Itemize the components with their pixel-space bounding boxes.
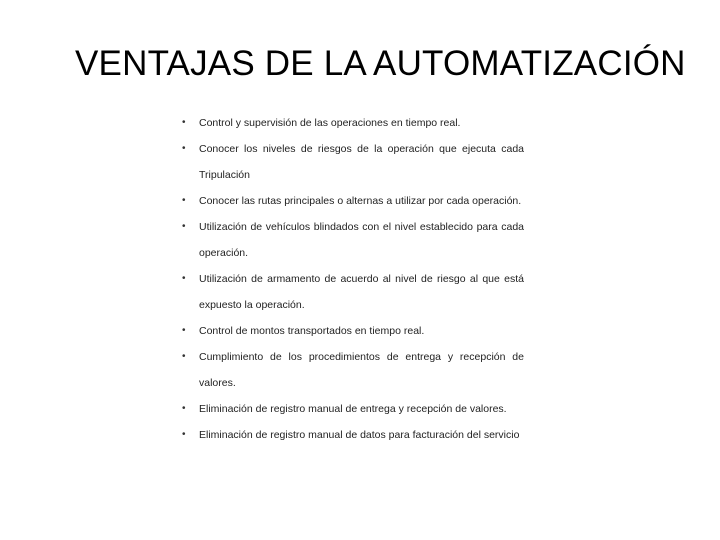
list-item	[182, 422, 524, 448]
list-item-text: Control y supervisión de las operaciones en tiempo real.	[199, 117, 461, 129]
bullet-icon: •	[182, 273, 186, 284]
list-item	[182, 344, 524, 396]
list-item	[182, 266, 524, 318]
list-item-text: Eliminación de registro manual de datos para facturación del servicio	[199, 429, 520, 441]
bullet-icon: •	[182, 143, 186, 154]
list-item	[182, 318, 524, 344]
list-item-text: Utilización de armamento de acuerdo al nivel de riesgo al que está expuesto la operación.	[199, 273, 524, 311]
bullet-icon: •	[182, 221, 186, 232]
list-item	[182, 396, 524, 422]
list-item-text: Conocer las rutas principales o alternas a utilizar por cada operación.	[199, 195, 522, 207]
advantages-list	[182, 110, 524, 448]
bullet-icon: •	[182, 351, 186, 362]
bullet-icon: •	[182, 117, 186, 128]
bullet-icon: •	[182, 195, 186, 206]
bullet-icon: •	[182, 403, 186, 414]
list-item-text: Conocer los niveles de riesgos de la operación que ejecuta cada Tripulación	[199, 143, 524, 181]
list-item	[182, 188, 524, 214]
bullet-icon: •	[182, 325, 186, 336]
list-item	[182, 136, 524, 188]
list-item-text: Control de montos transportados en tiempo real.	[199, 325, 425, 337]
list-item	[182, 110, 524, 136]
list-item-text: Eliminación de registro manual de entrega y recepción de valores.	[199, 403, 507, 415]
list-item-text: Utilización de vehículos blindados con el nivel establecido para cada operación.	[199, 221, 524, 259]
slide-title: VENTAJAS DE LA AUTOMATIZACIÓN	[75, 44, 686, 83]
list-item	[182, 214, 524, 266]
list-item-text: Cumplimiento de los procedimientos de entrega y recepción de valores.	[199, 351, 524, 389]
bullet-icon: •	[182, 429, 186, 440]
